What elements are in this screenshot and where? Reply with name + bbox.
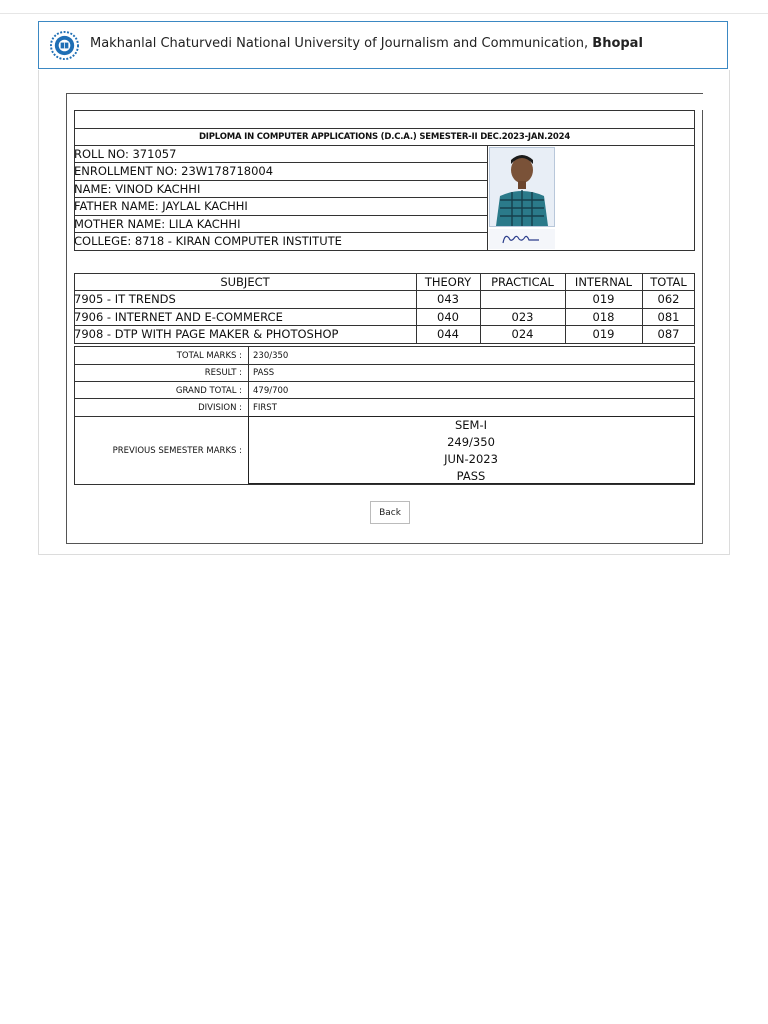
header-internal: INTERNAL [574, 275, 633, 289]
student-signature [489, 229, 555, 249]
theory-marks: 043 [437, 292, 459, 306]
previous-sem-result: PASS [456, 469, 486, 483]
student-name: NAME: VINOD KACHHI [74, 182, 201, 196]
info-divider [487, 145, 488, 251]
header-practical: PRACTICAL [491, 275, 554, 289]
student-photo [489, 147, 555, 227]
top-divider [0, 13, 768, 14]
title-spacer-row [74, 110, 695, 129]
signature-icon [489, 229, 555, 249]
info-row-line [74, 162, 488, 163]
info-row-line [74, 180, 488, 181]
total-marks-label: TOTAL MARKS : [176, 351, 242, 361]
division-label: DIVISION : [198, 403, 242, 413]
theory-marks: 044 [437, 327, 459, 341]
result-label: RESULT : [204, 368, 242, 378]
total-marks: 087 [657, 327, 680, 341]
marks-row-line [74, 325, 695, 326]
total-marks: 081 [657, 310, 680, 324]
subject-name: 7905 - IT TRENDS [74, 292, 176, 306]
practical-marks: 023 [511, 310, 534, 324]
header-subject: SUBJECT [220, 275, 270, 289]
back-button[interactable]: Back [370, 501, 410, 524]
info-row-line [74, 197, 488, 198]
page-header [38, 21, 728, 69]
previous-sem-session: JUN-2023 [444, 452, 498, 466]
summary-row-line [74, 364, 695, 365]
info-row-line [74, 232, 488, 233]
internal-marks: 019 [592, 327, 615, 341]
theory-marks: 040 [437, 310, 459, 324]
result-value: PASS [253, 368, 275, 378]
practical-marks: 024 [511, 327, 534, 341]
enrollment-number: ENROLLMENT NO: 23W178718004 [74, 164, 274, 178]
subject-name: 7906 - INTERNET AND E-COMMERCE [74, 310, 283, 324]
division-value: FIRST [253, 403, 277, 413]
university-name: Makhanlal Chaturvedi National University of Journalism and Communication, [90, 36, 589, 51]
header-theory: THEORY [424, 275, 472, 289]
university-city: Bhopal [592, 36, 643, 51]
person-icon [490, 148, 554, 226]
summary-row-line [74, 381, 695, 382]
total-marks-value: 230/350 [253, 351, 289, 361]
grand-total-value: 479/700 [253, 386, 289, 396]
exam-title-row [74, 128, 695, 146]
internal-marks: 018 [592, 310, 615, 324]
college-name: COLLEGE: 8718 - KIRAN COMPUTER INSTITUTE [74, 234, 342, 248]
previous-sem-name: SEM-I [454, 418, 488, 432]
previous-sem-marks: 249/350 [447, 435, 495, 449]
previous-semester-box [248, 416, 695, 484]
internal-marks: 019 [592, 292, 615, 306]
info-row-line [74, 215, 488, 216]
summary-row-line [74, 398, 695, 399]
university-logo-icon [50, 31, 79, 60]
marks-row-line [74, 308, 695, 309]
mother-name: MOTHER NAME: LILA KACHHI [74, 217, 241, 231]
total-marks: 062 [657, 292, 680, 306]
result-card-right-border [702, 110, 703, 544]
marks-header-line [74, 290, 695, 291]
header-total: TOTAL [650, 275, 687, 289]
previous-semester-label: PREVIOUS SEMESTER MARKS : [112, 446, 242, 456]
university-title [90, 36, 643, 51]
grand-total-label: GRAND TOTAL : [175, 386, 242, 396]
roll-number: ROLL NO: 371057 [74, 147, 177, 161]
subject-name: 7908 - DTP WITH PAGE MAKER & PHOTOSHOP [74, 327, 339, 341]
exam-title: DIPLOMA IN COMPUTER APPLICATIONS (D.C.A.) SEMESTER-II DEC.2023-JAN.2024 [198, 132, 571, 142]
father-name: FATHER NAME: JAYLAL KACHHI [74, 199, 248, 213]
